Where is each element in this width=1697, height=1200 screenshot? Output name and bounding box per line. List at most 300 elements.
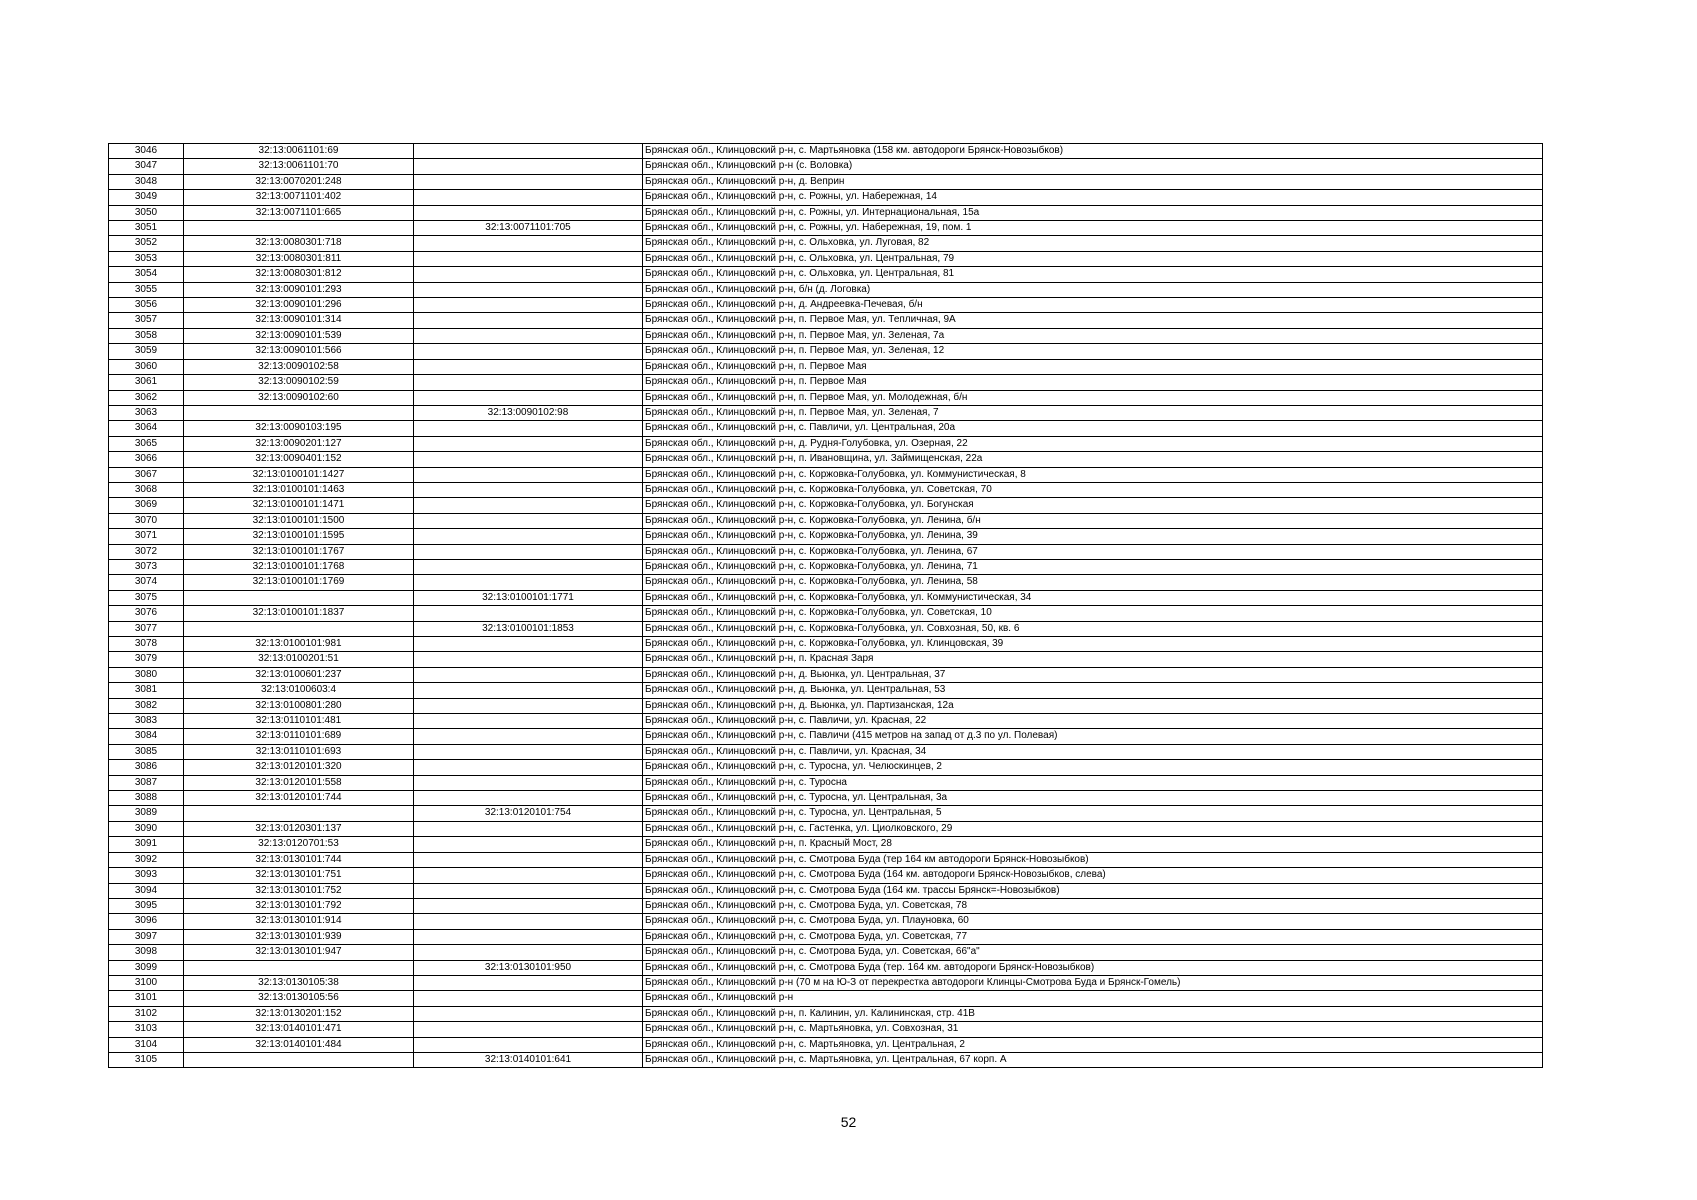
- address: Брянская обл., Клинцовский р-н, п. Первое Мая, ул. Тепличная, 9А: [643, 313, 1543, 328]
- address: Брянская обл., Клинцовский р-н, п. Первое Мая, ул. Зеленая, 7: [643, 405, 1543, 420]
- cadastral-table: [108, 143, 1543, 1068]
- address: Брянская обл., Клинцовский р-н, с. Туросна, ул. Центральная, 5: [643, 806, 1543, 821]
- cadastral-number-building: [414, 205, 643, 220]
- table-row: [109, 421, 1543, 436]
- table-row: [109, 205, 1543, 220]
- cadastral-number-building: [414, 313, 643, 328]
- cadastral-number-land: 32:13:0100101:1769: [184, 575, 414, 590]
- cadastral-number-land: 32:13:0120101:558: [184, 775, 414, 790]
- cadastral-number-building: [414, 513, 643, 528]
- cadastral-number-land: 32:13:0090101:539: [184, 328, 414, 343]
- row-number: 3058: [109, 328, 184, 343]
- row-number: 3069: [109, 498, 184, 513]
- cadastral-number-building: [414, 298, 643, 313]
- row-number: 3077: [109, 621, 184, 636]
- cadastral-number-land: 32:13:0130101:914: [184, 914, 414, 929]
- cadastral-number-land: 32:13:0061101:70: [184, 159, 414, 174]
- address: Брянская обл., Клинцовский р-н, п. Первое Мая: [643, 359, 1543, 374]
- cadastral-number-building: [414, 236, 643, 251]
- table-row: [109, 729, 1543, 744]
- row-number: 3085: [109, 744, 184, 759]
- table-row: [109, 544, 1543, 559]
- row-number: 3068: [109, 482, 184, 497]
- address: Брянская обл., Клинцовский р-н, с. Коржовка-Голубовка, ул. Ленина, 71: [643, 559, 1543, 574]
- cadastral-number-land: 32:13:0071101:665: [184, 205, 414, 220]
- address: Брянская обл., Клинцовский р-н, с. Туросна, ул. Центральная, 3а: [643, 791, 1543, 806]
- table-row: [109, 929, 1543, 944]
- address: Брянская обл., Клинцовский р-н, с. Смотрова Буда (164 км. трассы Брянск=-Новозыбков): [643, 883, 1543, 898]
- row-number: 3081: [109, 683, 184, 698]
- table-row: [109, 806, 1543, 821]
- row-number: 3084: [109, 729, 184, 744]
- row-number: 3091: [109, 837, 184, 852]
- cadastral-number-land: 32:13:0080301:718: [184, 236, 414, 251]
- table-row: [109, 883, 1543, 898]
- row-number: 3056: [109, 298, 184, 313]
- cadastral-number-building: [414, 467, 643, 482]
- cadastral-number-land: 32:13:0100801:280: [184, 698, 414, 713]
- cadastral-number-building: [414, 375, 643, 390]
- cadastral-number-building: [414, 159, 643, 174]
- table-row: [109, 698, 1543, 713]
- row-number: 3100: [109, 975, 184, 990]
- row-number: 3071: [109, 529, 184, 544]
- cadastral-number-building: [414, 328, 643, 343]
- cadastral-number-building: [414, 837, 643, 852]
- row-number: 3061: [109, 375, 184, 390]
- cadastral-number-land: 32:13:0090102:60: [184, 390, 414, 405]
- table-row: [109, 590, 1543, 605]
- address: Брянская обл., Клинцовский р-н (с. Воловка): [643, 159, 1543, 174]
- row-number: 3057: [109, 313, 184, 328]
- cadastral-number-building: 32:13:0090102:98: [414, 405, 643, 420]
- table-row: [109, 991, 1543, 1006]
- table-row: [109, 513, 1543, 528]
- address: Брянская обл., Клинцовский р-н, с. Смотрова Буда, ул. Советская, 78: [643, 898, 1543, 913]
- row-number: 3064: [109, 421, 184, 436]
- table-row: [109, 328, 1543, 343]
- cadastral-number-building: [414, 390, 643, 405]
- cadastral-number-building: [414, 883, 643, 898]
- row-number: 3067: [109, 467, 184, 482]
- cadastral-number-building: [414, 251, 643, 266]
- cadastral-number-land: 32:13:0090103:195: [184, 421, 414, 436]
- address: Брянская обл., Клинцовский р-н, с. Гастенка, ул. Циолковского, 29: [643, 821, 1543, 836]
- table-row: [109, 606, 1543, 621]
- address: Брянская обл., Клинцовский р-н, с. Коржовка-Голубовка, ул. Коммунистическая, 8: [643, 467, 1543, 482]
- row-number: 3075: [109, 590, 184, 605]
- cadastral-number-land: 32:13:0061101:69: [184, 144, 414, 159]
- cadastral-number-land: 32:13:0100601:237: [184, 667, 414, 682]
- cadastral-number-land: [184, 221, 414, 236]
- address: Брянская обл., Клинцовский р-н, п. Первое Мая, ул. Молодежная, б/н: [643, 390, 1543, 405]
- cadastral-number-building: [414, 791, 643, 806]
- row-number: 3066: [109, 452, 184, 467]
- cadastral-number-building: [414, 667, 643, 682]
- address: Брянская обл., Клинцовский р-н, д. Вьюнка, ул. Центральная, 53: [643, 683, 1543, 698]
- cadastral-number-land: 32:13:0100101:1768: [184, 559, 414, 574]
- address: Брянская обл., Клинцовский р-н, п. Красный Мост, 28: [643, 837, 1543, 852]
- table-row: [109, 236, 1543, 251]
- table-row: [109, 914, 1543, 929]
- address: Брянская обл., Клинцовский р-н (70 м на Ю-З от перекрестка автодороги Клинцы-Смотрова Буда и Брянск-Гомель): [643, 975, 1543, 990]
- cadastral-number-building: [414, 975, 643, 990]
- cadastral-number-land: 32:13:0110101:689: [184, 729, 414, 744]
- cadastral-number-building: 32:13:0120101:754: [414, 806, 643, 821]
- row-number: 3052: [109, 236, 184, 251]
- cadastral-number-building: [414, 190, 643, 205]
- cadastral-number-building: [414, 868, 643, 883]
- address: Брянская обл., Клинцовский р-н, с. Коржовка-Голубовка, ул. Ленина, 67: [643, 544, 1543, 559]
- cadastral-number-land: 32:13:0090201:127: [184, 436, 414, 451]
- table-row: [109, 1006, 1543, 1021]
- address: Брянская обл., Клинцовский р-н, б/н (д. Логовка): [643, 282, 1543, 297]
- address: Брянская обл., Клинцовский р-н, с. Туросна, ул. Челюскинцев, 2: [643, 760, 1543, 775]
- address: Брянская обл., Клинцовский р-н, п. Ивановщина, ул. Займищенская, 22а: [643, 452, 1543, 467]
- cadastral-number-land: 32:13:0130105:56: [184, 991, 414, 1006]
- cadastral-number-building: [414, 544, 643, 559]
- address: Брянская обл., Клинцовский р-н, с. Смотрова Буда, ул. Советская, 77: [643, 929, 1543, 944]
- cadastral-number-land: 32:13:0100101:1837: [184, 606, 414, 621]
- cadastral-number-land: 32:13:0090101:566: [184, 344, 414, 359]
- cadastral-number-land: 32:13:0130101:947: [184, 945, 414, 960]
- cadastral-number-building: [414, 267, 643, 282]
- cadastral-number-land: [184, 590, 414, 605]
- cadastral-number-land: 32:13:0080301:811: [184, 251, 414, 266]
- table-row: [109, 652, 1543, 667]
- address: Брянская обл., Клинцовский р-н, с. Рожны, ул. Набережная, 19, пом. 1: [643, 221, 1543, 236]
- row-number: 3048: [109, 174, 184, 189]
- address: Брянская обл., Клинцовский р-н, с. Смотрова Буда, ул. Советская, 66"а": [643, 945, 1543, 960]
- row-number: 3089: [109, 806, 184, 821]
- table-row: [109, 221, 1543, 236]
- table-row: [109, 467, 1543, 482]
- cadastral-number-building: [414, 1037, 643, 1052]
- cadastral-number-building: [414, 144, 643, 159]
- cadastral-number-building: 32:13:0071101:705: [414, 221, 643, 236]
- row-number: 3099: [109, 960, 184, 975]
- table-row: [109, 452, 1543, 467]
- cadastral-number-land: 32:13:0090101:296: [184, 298, 414, 313]
- cadastral-number-land: 32:13:0130101:751: [184, 868, 414, 883]
- cadastral-number-land: 32:13:0100603:4: [184, 683, 414, 698]
- table-row: [109, 975, 1543, 990]
- cadastral-number-building: [414, 1022, 643, 1037]
- address: Брянская обл., Клинцовский р-н, с. Мартьяновка (158 км. автодороги Брянск-Новозыбков): [643, 144, 1543, 159]
- cadastral-number-building: [414, 359, 643, 374]
- address: Брянская обл., Клинцовский р-н, д. Андреевка-Печевая, б/н: [643, 298, 1543, 313]
- row-number: 3087: [109, 775, 184, 790]
- cadastral-number-building: 32:13:0130101:950: [414, 960, 643, 975]
- address: Брянская обл., Клинцовский р-н, п. Первое Мая: [643, 375, 1543, 390]
- cadastral-number-land: 32:13:0130101:939: [184, 929, 414, 944]
- table-row: [109, 852, 1543, 867]
- table-row: [109, 529, 1543, 544]
- cadastral-number-land: 32:13:0110101:481: [184, 714, 414, 729]
- row-number: 3094: [109, 883, 184, 898]
- cadastral-number-land: 32:13:0090101:293: [184, 282, 414, 297]
- address: Брянская обл., Клинцовский р-н, п. Калинин, ул. Калининская, стр. 41В: [643, 1006, 1543, 1021]
- cadastral-number-building: 32:13:0140101:641: [414, 1052, 643, 1067]
- cadastral-number-land: 32:13:0100101:1471: [184, 498, 414, 513]
- table-row: [109, 898, 1543, 913]
- table-body: [109, 144, 1543, 1068]
- row-number: 3088: [109, 791, 184, 806]
- cadastral-number-building: [414, 436, 643, 451]
- cadastral-number-land: 32:13:0130101:744: [184, 852, 414, 867]
- cadastral-number-land: 32:13:0090101:314: [184, 313, 414, 328]
- cadastral-number-land: [184, 1052, 414, 1067]
- row-number: 3103: [109, 1022, 184, 1037]
- row-number: 3046: [109, 144, 184, 159]
- cadastral-number-building: [414, 174, 643, 189]
- cadastral-number-land: [184, 806, 414, 821]
- table-row: [109, 251, 1543, 266]
- cadastral-number-land: 32:13:0080301:812: [184, 267, 414, 282]
- row-number: 3083: [109, 714, 184, 729]
- row-number: 3051: [109, 221, 184, 236]
- row-number: 3102: [109, 1006, 184, 1021]
- row-number: 3082: [109, 698, 184, 713]
- table-row: [109, 714, 1543, 729]
- cadastral-number-land: 32:13:0120101:744: [184, 791, 414, 806]
- row-number: 3076: [109, 606, 184, 621]
- cadastral-number-land: 32:13:0090102:59: [184, 375, 414, 390]
- table-row: [109, 868, 1543, 883]
- address: Брянская обл., Клинцовский р-н, д. Рудня-Голубовка, ул. Озерная, 22: [643, 436, 1543, 451]
- table-row: [109, 821, 1543, 836]
- cadastral-number-land: 32:13:0100101:1463: [184, 482, 414, 497]
- cadastral-number-building: [414, 559, 643, 574]
- cadastral-number-building: [414, 344, 643, 359]
- cadastral-number-building: [414, 575, 643, 590]
- cadastral-number-building: [414, 714, 643, 729]
- row-number: 3054: [109, 267, 184, 282]
- cadastral-number-land: 32:13:0090102:58: [184, 359, 414, 374]
- cadastral-number-land: 32:13:0090401:152: [184, 452, 414, 467]
- address: Брянская обл., Клинцовский р-н, с. Смотрова Буда (тер. 164 км. автодороги Брянск-Новозыбков): [643, 960, 1543, 975]
- cadastral-number-building: [414, 821, 643, 836]
- cadastral-number-land: 32:13:0120301:137: [184, 821, 414, 836]
- address: Брянская обл., Клинцовский р-н, с. Смотрова Буда (тер 164 км автодороги Брянск-Новозыбков): [643, 852, 1543, 867]
- cadastral-number-land: 32:13:0120701:53: [184, 837, 414, 852]
- address: Брянская обл., Клинцовский р-н, с. Смотрова Буда (164 км. автодороги Брянск-Новозыбков, слева): [643, 868, 1543, 883]
- table-row: [109, 282, 1543, 297]
- row-number: 3074: [109, 575, 184, 590]
- table-row: [109, 436, 1543, 451]
- cadastral-number-land: 32:13:0130101:792: [184, 898, 414, 913]
- cadastral-number-building: [414, 282, 643, 297]
- row-number: 3050: [109, 205, 184, 220]
- address: Брянская обл., Клинцовский р-н, с. Мартьяновка, ул. Центральная, 2: [643, 1037, 1543, 1052]
- cadastral-number-building: [414, 683, 643, 698]
- cadastral-number-building: [414, 760, 643, 775]
- cadastral-number-building: 32:13:0100101:1771: [414, 590, 643, 605]
- row-number: 3070: [109, 513, 184, 528]
- row-number: 3060: [109, 359, 184, 374]
- address: Брянская обл., Клинцовский р-н: [643, 991, 1543, 1006]
- address: Брянская обл., Клинцовский р-н, д. Вьюнка, ул. Центральная, 37: [643, 667, 1543, 682]
- address: Брянская обл., Клинцовский р-н, п. Красная Заря: [643, 652, 1543, 667]
- address: Брянская обл., Клинцовский р-н, с. Смотрова Буда, ул. Плауновка, 60: [643, 914, 1543, 929]
- row-number: 3105: [109, 1052, 184, 1067]
- address: Брянская обл., Клинцовский р-н, с. Коржовка-Голубовка, ул. Советская, 10: [643, 606, 1543, 621]
- address: Брянская обл., Клинцовский р-н, с. Павличи, ул. Красная, 22: [643, 714, 1543, 729]
- address: Брянская обл., Клинцовский р-н, с. Коржовка-Голубовка, ул. Коммунистическая, 34: [643, 590, 1543, 605]
- address: Брянская обл., Клинцовский р-н, с. Коржовка-Голубовка, ул. Ленина, 39: [643, 529, 1543, 544]
- address: Брянская обл., Клинцовский р-н, с. Ольховка, ул. Центральная, 79: [643, 251, 1543, 266]
- cadastral-number-building: [414, 1006, 643, 1021]
- row-number: 3072: [109, 544, 184, 559]
- address: Брянская обл., Клинцовский р-н, с. Павличи, ул. Красная, 34: [643, 744, 1543, 759]
- row-number: 3073: [109, 559, 184, 574]
- cadastral-number-building: [414, 914, 643, 929]
- cadastral-number-building: [414, 775, 643, 790]
- address: Брянская обл., Клинцовский р-н, с. Павличи (415 метров на запад от д.3 по ул. Полевая): [643, 729, 1543, 744]
- row-number: 3097: [109, 929, 184, 944]
- cadastral-number-land: 32:13:0110101:693: [184, 744, 414, 759]
- cadastral-number-building: [414, 606, 643, 621]
- cadastral-number-land: 32:13:0100101:981: [184, 637, 414, 652]
- address: Брянская обл., Клинцовский р-н, с. Коржовка-Голубовка, ул. Ленина, 58: [643, 575, 1543, 590]
- address: Брянская обл., Клинцовский р-н, с. Павличи, ул. Центральная, 20а: [643, 421, 1543, 436]
- cadastral-number-building: [414, 898, 643, 913]
- address: Брянская обл., Клинцовский р-н, п. Первое Мая, ул. Зеленая, 12: [643, 344, 1543, 359]
- table-row: [109, 298, 1543, 313]
- cadastral-number-building: [414, 929, 643, 944]
- cadastral-number-building: [414, 945, 643, 960]
- address: Брянская обл., Клинцовский р-н, с. Коржовка-Голубовка, ул. Богунская: [643, 498, 1543, 513]
- row-number: 3049: [109, 190, 184, 205]
- cadastral-number-building: [414, 852, 643, 867]
- table-row: [109, 313, 1543, 328]
- address: Брянская обл., Клинцовский р-н, с. Коржовка-Голубовка, ул. Совхозная, 50, кв. 6: [643, 621, 1543, 636]
- cadastral-number-building: [414, 498, 643, 513]
- table-row: [109, 1022, 1543, 1037]
- table-row: [109, 344, 1543, 359]
- cadastral-number-land: [184, 621, 414, 636]
- cadastral-number-land: 32:13:0100101:1427: [184, 467, 414, 482]
- table-row: [109, 637, 1543, 652]
- table-row: [109, 791, 1543, 806]
- row-number: 3059: [109, 344, 184, 359]
- table-row: [109, 144, 1543, 159]
- table-row: [109, 498, 1543, 513]
- table-row: [109, 375, 1543, 390]
- address: Брянская обл., Клинцовский р-н, с. Мартьяновка, ул. Центральная, 67 корп. А: [643, 1052, 1543, 1067]
- row-number: 3065: [109, 436, 184, 451]
- cadastral-number-building: [414, 452, 643, 467]
- table-row: [109, 405, 1543, 420]
- row-number: 3096: [109, 914, 184, 929]
- address: Брянская обл., Клинцовский р-н, с. Ольховка, ул. Луговая, 82: [643, 236, 1543, 251]
- cadastral-number-land: 32:13:0100101:1767: [184, 544, 414, 559]
- table-row: [109, 1037, 1543, 1052]
- address: Брянская обл., Клинцовский р-н, с. Коржовка-Голубовка, ул. Ленина, б/н: [643, 513, 1543, 528]
- cadastral-number-land: [184, 405, 414, 420]
- cadastral-number-land: [184, 960, 414, 975]
- row-number: 3062: [109, 390, 184, 405]
- address: Брянская обл., Клинцовский р-н, с. Коржовка-Голубовка, ул. Клинцовская, 39: [643, 637, 1543, 652]
- cadastral-number-land: 32:13:0140101:484: [184, 1037, 414, 1052]
- cadastral-number-land: 32:13:0100101:1595: [184, 529, 414, 544]
- cadastral-number-building: [414, 482, 643, 497]
- row-number: 3101: [109, 991, 184, 1006]
- cadastral-number-land: 32:13:0100201:51: [184, 652, 414, 667]
- row-number: 3093: [109, 868, 184, 883]
- cadastral-number-land: 32:13:0140101:471: [184, 1022, 414, 1037]
- row-number: 3047: [109, 159, 184, 174]
- table-row: [109, 359, 1543, 374]
- row-number: 3080: [109, 667, 184, 682]
- cadastral-number-land: 32:13:0100101:1500: [184, 513, 414, 528]
- table-row: [109, 559, 1543, 574]
- table-row: [109, 775, 1543, 790]
- cadastral-number-building: 32:13:0100101:1853: [414, 621, 643, 636]
- row-number: 3079: [109, 652, 184, 667]
- table-row: [109, 760, 1543, 775]
- table-row: [109, 744, 1543, 759]
- table-row: [109, 683, 1543, 698]
- table-row: [109, 945, 1543, 960]
- table-row: [109, 159, 1543, 174]
- table-row: [109, 1052, 1543, 1067]
- cadastral-number-land: 32:13:0130105:38: [184, 975, 414, 990]
- cadastral-number-land: 32:13:0120101:320: [184, 760, 414, 775]
- table-row: [109, 960, 1543, 975]
- address: Брянская обл., Клинцовский р-н, с. Туросна: [643, 775, 1543, 790]
- address: Брянская обл., Клинцовский р-н, с. Ольховка, ул. Центральная, 81: [643, 267, 1543, 282]
- address: Брянская обл., Клинцовский р-н, с. Коржовка-Голубовка, ул. Советская, 70: [643, 482, 1543, 497]
- cadastral-number-building: [414, 637, 643, 652]
- cadastral-number-building: [414, 529, 643, 544]
- address: Брянская обл., Клинцовский р-н, с. Мартьяновка, ул. Совхозная, 31: [643, 1022, 1543, 1037]
- row-number: 3078: [109, 637, 184, 652]
- table-row: [109, 267, 1543, 282]
- cadastral-number-building: [414, 744, 643, 759]
- table-row: [109, 837, 1543, 852]
- row-number: 3098: [109, 945, 184, 960]
- cadastral-number-building: [414, 421, 643, 436]
- cadastral-number-building: [414, 991, 643, 1006]
- table-row: [109, 390, 1543, 405]
- address: Брянская обл., Клинцовский р-н, с. Рожны, ул. Интернациональная, 15а: [643, 205, 1543, 220]
- row-number: 3086: [109, 760, 184, 775]
- address: Брянская обл., Клинцовский р-н, д. Вьюнка, ул. Партизанская, 12а: [643, 698, 1543, 713]
- row-number: 3095: [109, 898, 184, 913]
- row-number: 3092: [109, 852, 184, 867]
- table-row: [109, 575, 1543, 590]
- cadastral-number-land: 32:13:0071101:402: [184, 190, 414, 205]
- table-row: [109, 482, 1543, 497]
- table-row: [109, 190, 1543, 205]
- cadastral-number-building: [414, 652, 643, 667]
- table-row: [109, 667, 1543, 682]
- cadastral-number-land: 32:13:0070201:248: [184, 174, 414, 189]
- row-number: 3053: [109, 251, 184, 266]
- row-number: 3063: [109, 405, 184, 420]
- table-row: [109, 621, 1543, 636]
- cadastral-number-land: 32:13:0130201:152: [184, 1006, 414, 1021]
- row-number: 3104: [109, 1037, 184, 1052]
- row-number: 3090: [109, 821, 184, 836]
- cadastral-number-building: [414, 698, 643, 713]
- cadastral-number-building: [414, 729, 643, 744]
- address: Брянская обл., Клинцовский р-н, п. Первое Мая, ул. Зеленая, 7а: [643, 328, 1543, 343]
- page-number: 52: [840, 1114, 857, 1130]
- address: Брянская обл., Клинцовский р-н, с. Рожны, ул. Набережная, 14: [643, 190, 1543, 205]
- table-row: [109, 174, 1543, 189]
